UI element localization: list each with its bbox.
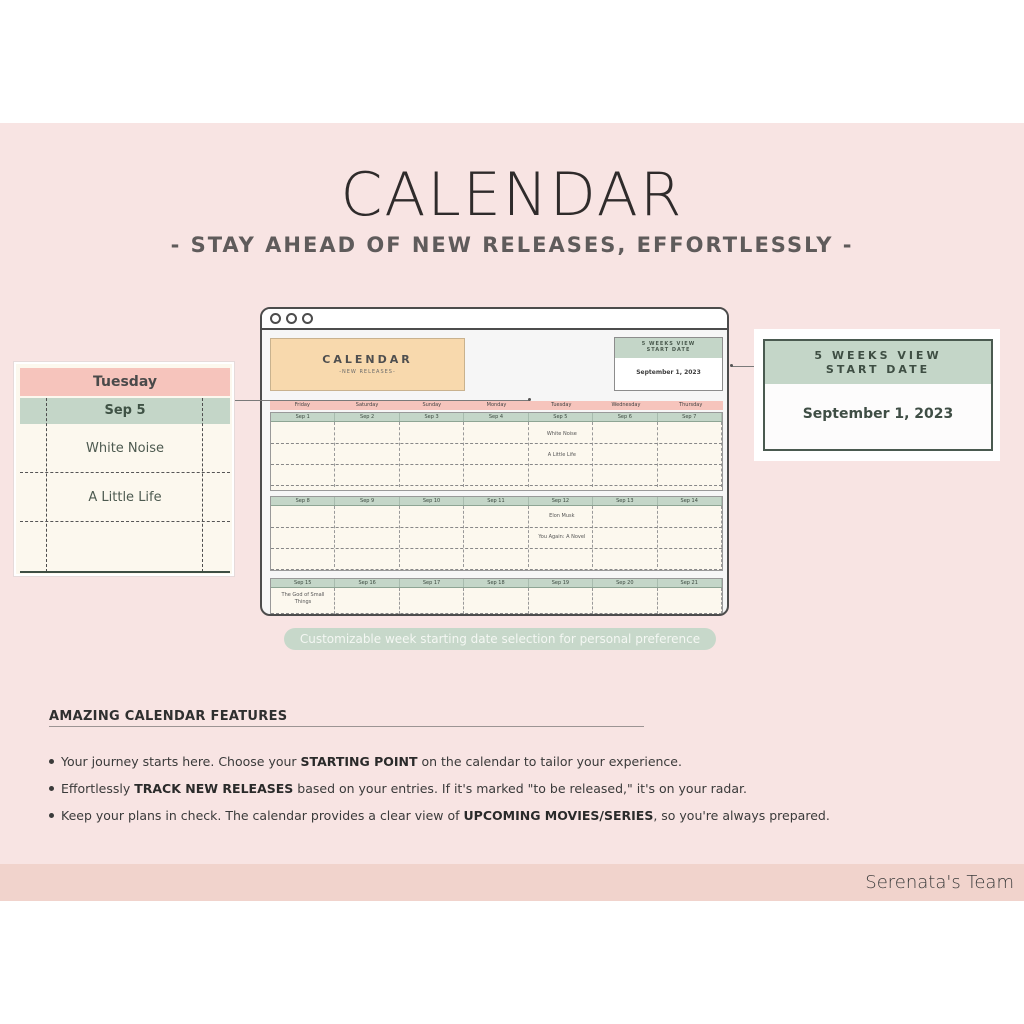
calendar-entry[interactable]: A Little Life bbox=[547, 452, 576, 458]
day-date-cell: Sep 6 bbox=[593, 413, 657, 421]
weekday-label: Wednesday bbox=[611, 402, 641, 408]
start-date-zoom-panel bbox=[754, 329, 1000, 461]
weekday-label: Saturday bbox=[355, 402, 379, 408]
feature-item bbox=[49, 781, 747, 796]
mini-start-label-line1: 5 WEEKS VIEW bbox=[641, 341, 696, 347]
day-date-cell: Sep 4 bbox=[464, 413, 528, 421]
bullet-icon bbox=[49, 786, 54, 791]
day-column[interactable] bbox=[271, 506, 335, 567]
calendar-banner-title: CALENDAR bbox=[322, 353, 413, 366]
column-divider bbox=[202, 398, 203, 572]
day-column[interactable] bbox=[658, 506, 722, 567]
mini-start-label bbox=[615, 338, 722, 358]
row-divider bbox=[271, 569, 722, 570]
day-date-cell: Sep 17 bbox=[400, 579, 464, 587]
row-divider bbox=[271, 548, 722, 549]
day-date-cell: Sep 8 bbox=[271, 497, 335, 505]
week-date-row bbox=[271, 579, 722, 588]
tuesday-entry[interactable]: A Little Life bbox=[88, 490, 162, 505]
day-date-cell: Sep 16 bbox=[335, 579, 399, 587]
day-column[interactable] bbox=[658, 422, 722, 487]
window-dot-icon bbox=[286, 313, 297, 324]
day-date-cell: Sep 18 bbox=[464, 579, 528, 587]
mini-start-date-box[interactable] bbox=[614, 337, 723, 391]
day-date-cell: Sep 19 bbox=[529, 579, 593, 587]
calendar-banner bbox=[270, 338, 465, 391]
feature-item bbox=[49, 808, 830, 823]
connector-line bbox=[234, 400, 530, 401]
day-column[interactable] bbox=[464, 422, 528, 487]
day-column[interactable] bbox=[464, 588, 528, 614]
feature-text: , so you're always prepared. bbox=[653, 808, 830, 823]
row-divider bbox=[20, 521, 230, 522]
weekday-label: Friday bbox=[294, 402, 310, 408]
row-divider bbox=[271, 613, 722, 614]
connector-dot bbox=[730, 364, 733, 367]
day-column[interactable] bbox=[400, 422, 464, 487]
day-date-cell: Sep 7 bbox=[658, 413, 722, 421]
day-column[interactable] bbox=[335, 588, 399, 614]
connector-dot bbox=[528, 398, 531, 401]
week-block bbox=[270, 496, 723, 571]
day-date-cell: Sep 12 bbox=[529, 497, 593, 505]
week-block bbox=[270, 578, 723, 616]
tuesday-zoom-panel bbox=[14, 362, 234, 576]
window-dot-icon bbox=[302, 313, 313, 324]
day-date-cell: Sep 3 bbox=[400, 413, 464, 421]
day-date-cell: Sep 5 bbox=[529, 413, 593, 421]
week-grid bbox=[271, 588, 722, 614]
day-date-cell: Sep 11 bbox=[464, 497, 528, 505]
page-subtitle: - STAY AHEAD OF NEW RELEASES, EFFORTLESSLY - bbox=[170, 233, 854, 257]
feature-text: Effortlessly bbox=[61, 781, 135, 796]
calendar-entry[interactable]: White Noise bbox=[546, 431, 577, 437]
start-date-value[interactable]: September 1, 2023 bbox=[802, 406, 954, 422]
calendar-entry[interactable]: Things bbox=[294, 599, 312, 605]
calendar-entry[interactable]: Elon Musk bbox=[549, 513, 575, 519]
day-column[interactable] bbox=[593, 422, 657, 487]
day-date-cell: Sep 9 bbox=[335, 497, 399, 505]
day-column[interactable] bbox=[400, 588, 464, 614]
weekday-label: Sunday bbox=[422, 402, 442, 408]
page-title: CALENDAR bbox=[340, 160, 684, 230]
connector-line bbox=[731, 366, 754, 367]
day-column[interactable] bbox=[335, 422, 399, 487]
column-divider bbox=[46, 398, 47, 572]
tuesday-bottom-rule bbox=[20, 571, 230, 573]
day-date-cell: Sep 2 bbox=[335, 413, 399, 421]
weekday-label: Monday bbox=[486, 402, 507, 408]
footer-brand: Serenata's Team bbox=[865, 872, 1014, 893]
week-block bbox=[270, 412, 723, 491]
week-date-row bbox=[271, 497, 722, 506]
day-column[interactable] bbox=[400, 506, 464, 567]
day-column[interactable] bbox=[658, 588, 722, 614]
week-date-row bbox=[271, 413, 722, 422]
day-column[interactable] bbox=[529, 588, 593, 614]
start-date-box[interactable] bbox=[763, 339, 993, 451]
weekday-label: Tuesday bbox=[551, 402, 572, 408]
tuesday-day-label: Tuesday bbox=[20, 368, 230, 396]
day-date-cell: Sep 10 bbox=[400, 497, 464, 505]
feature-text: based on your entries. If it's marked "to be released," it's on your radar. bbox=[293, 781, 747, 796]
row-divider bbox=[271, 443, 722, 444]
row-divider bbox=[271, 485, 722, 486]
mini-start-date[interactable]: September 1, 2023 bbox=[636, 369, 701, 376]
weekday-header-row bbox=[270, 401, 723, 410]
feature-highlight: STARTING POINT bbox=[300, 754, 418, 769]
day-date-cell: Sep 14 bbox=[658, 497, 722, 505]
day-column[interactable] bbox=[335, 506, 399, 567]
feature-highlight: UPCOMING MOVIES/SERIES bbox=[463, 808, 654, 823]
day-date-cell: Sep 13 bbox=[593, 497, 657, 505]
features-divider bbox=[49, 726, 644, 727]
weekday-label: Thursday bbox=[679, 402, 703, 408]
browser-mockup bbox=[260, 307, 729, 616]
features-title: AMAZING CALENDAR FEATURES bbox=[49, 709, 288, 724]
tuesday-date-label: Sep 5 bbox=[20, 398, 230, 424]
feature-text: on the calendar to tailor your experience. bbox=[417, 754, 682, 769]
bullet-icon bbox=[49, 813, 54, 818]
calendar-entry[interactable]: The God of Small bbox=[281, 592, 325, 598]
feature-text: Keep your plans in check. The calendar provides a clear view of bbox=[61, 808, 464, 823]
caption-pill: Customizable week starting date selection for personal preference bbox=[284, 628, 716, 650]
feature-text: Your journey starts here. Choose your bbox=[61, 754, 301, 769]
week-grid bbox=[271, 506, 722, 567]
row-divider bbox=[271, 464, 722, 465]
start-date-label-line1: 5 WEEKS VIEW bbox=[814, 349, 942, 362]
calendar-entry[interactable]: You Again: A Novel bbox=[538, 534, 586, 540]
day-column[interactable] bbox=[593, 588, 657, 614]
row-divider bbox=[271, 527, 722, 528]
start-date-label-line2: START DATE bbox=[825, 363, 931, 376]
day-date-cell: Sep 1 bbox=[271, 413, 335, 421]
start-date-label bbox=[765, 341, 991, 384]
day-date-cell: Sep 20 bbox=[593, 579, 657, 587]
browser-title-bar bbox=[262, 309, 727, 330]
window-dot-icon bbox=[270, 313, 281, 324]
day-date-cell: Sep 15 bbox=[271, 579, 335, 587]
day-date-cell: Sep 21 bbox=[658, 579, 722, 587]
week-grid bbox=[271, 422, 722, 487]
day-column[interactable] bbox=[464, 506, 528, 567]
bullet-icon bbox=[49, 759, 54, 764]
feature-highlight: TRACK NEW RELEASES bbox=[134, 781, 294, 796]
day-column[interactable] bbox=[593, 506, 657, 567]
day-column[interactable] bbox=[271, 422, 335, 487]
row-divider bbox=[20, 472, 230, 473]
mini-start-label-line2: START DATE bbox=[646, 347, 691, 353]
calendar-banner-subtitle: -NEW RELEASES- bbox=[339, 369, 396, 375]
feature-item bbox=[49, 754, 682, 769]
tuesday-entry[interactable]: White Noise bbox=[86, 441, 164, 456]
